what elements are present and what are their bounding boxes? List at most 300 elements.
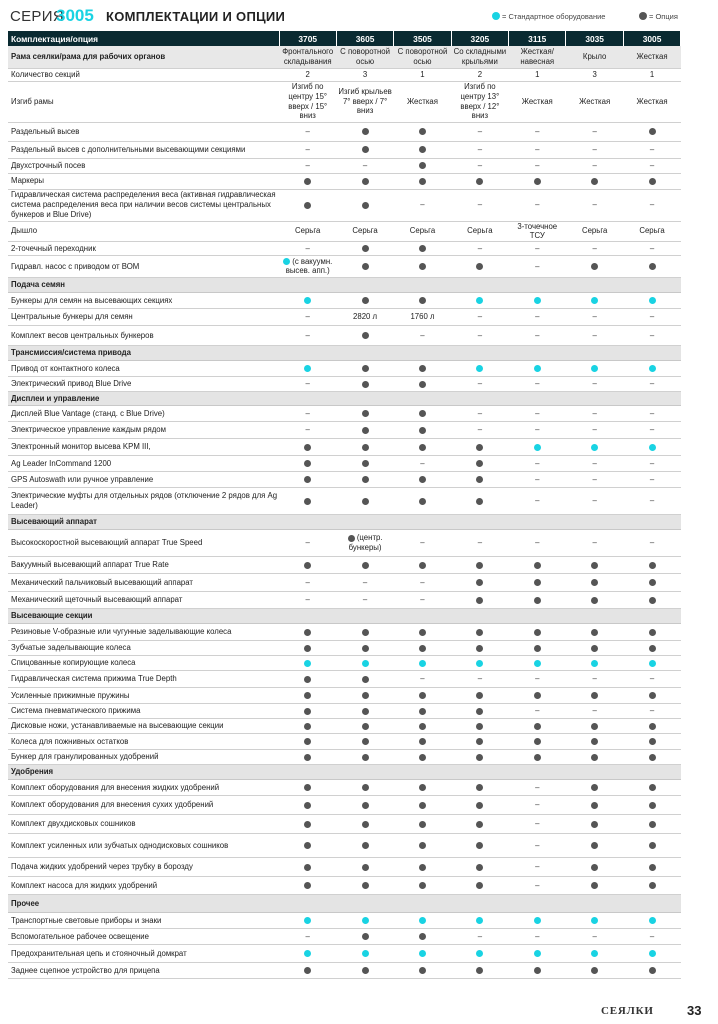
section-title: Высевающие секции (8, 608, 681, 623)
feature-label: Комплект усиленных или зубчатых однодисковых сошников (8, 833, 279, 857)
model-cell (394, 833, 451, 857)
model-cell (336, 795, 393, 814)
model-cell: – (509, 141, 566, 158)
model-cell (336, 687, 393, 703)
option-dot-icon (362, 562, 369, 569)
table-row (8, 912, 681, 928)
cell-note: (с вакуумн. высев. апп.) (285, 256, 333, 276)
option-dot-icon (304, 708, 311, 715)
model-cell: – (279, 573, 336, 591)
option-dot-icon (534, 645, 541, 652)
option-dot-icon (476, 562, 483, 569)
model-cell: Серьга (336, 221, 393, 241)
feature-label: GPS Autoswath или ручное управление (8, 471, 279, 487)
option-dot-icon (362, 645, 369, 652)
model-cell: 1760 л (394, 308, 451, 325)
option-dot-icon (348, 535, 355, 542)
option-dot-icon (419, 864, 426, 871)
model-cell (566, 795, 623, 814)
model-cell: – (336, 591, 393, 608)
model-cell (394, 795, 451, 814)
model-cell (279, 857, 336, 876)
model-cell (509, 438, 566, 455)
model-cell: Жесткая/ навесная (509, 46, 566, 68)
model-cell: – (623, 405, 680, 421)
option-dot-icon (476, 629, 483, 636)
option-dot-icon (591, 784, 598, 791)
model-cell: – (623, 703, 680, 718)
feature-label: Спицованные копирующие колеса (8, 655, 279, 670)
option-dot-icon (419, 476, 426, 483)
model-cell: – (623, 325, 680, 345)
model-cell (336, 471, 393, 487)
standard-dot-icon (649, 297, 656, 304)
feature-label: Привод от контактного колеса (8, 360, 279, 376)
model-cell (623, 122, 680, 141)
table-row (8, 292, 681, 308)
option-dot-icon (476, 579, 483, 586)
table-row (8, 733, 681, 749)
model-cell (451, 703, 508, 718)
option-dot-icon (304, 692, 311, 699)
section-header-row (8, 277, 681, 292)
table-row (8, 556, 681, 573)
option-dot-icon (534, 579, 541, 586)
feature-label: Комплект оборудования для внесения жидких удобрений (8, 779, 279, 795)
model-cell (279, 876, 336, 894)
option-dot-icon (419, 410, 426, 417)
option-dot-icon (591, 178, 598, 185)
model-cell (394, 749, 451, 764)
page-footer (0, 1005, 718, 1021)
model-cell (566, 173, 623, 189)
model-cell: 3 (566, 68, 623, 81)
section-title: Подача семян (8, 277, 681, 292)
feature-label: Рама сеялки/рама для рабочих органов (8, 46, 279, 68)
option-dot-icon (362, 864, 369, 871)
table-row (8, 529, 681, 556)
model-cell (394, 944, 451, 962)
standard-dot-icon (492, 12, 500, 20)
model-cell (336, 718, 393, 733)
model-cell (394, 876, 451, 894)
standard-dot-icon (283, 258, 290, 265)
option-dot-icon (304, 842, 311, 849)
model-cell (451, 718, 508, 733)
feature-label: Ag Leader InCommand 1200 (8, 455, 279, 471)
model-cell: – (279, 141, 336, 158)
model-cell (623, 591, 680, 608)
feature-label: Подача жидких удобрений через трубку в борозду (8, 857, 279, 876)
option-dot-icon (362, 967, 369, 974)
model-cell (394, 962, 451, 978)
model-cell: – (566, 529, 623, 556)
option-dot-icon (649, 821, 656, 828)
model-cell: Жесткая (509, 81, 566, 122)
model-cell (451, 556, 508, 573)
table-row (8, 189, 681, 221)
model-cell (279, 438, 336, 455)
table-row (8, 221, 681, 241)
section-header-row (8, 391, 681, 405)
option-dot-icon (304, 498, 311, 505)
model-cell: – (509, 857, 566, 876)
option-dot-icon (362, 754, 369, 761)
model-cell (509, 591, 566, 608)
feature-label: Комплект весов центральных бункеров (8, 325, 279, 345)
model-cell (336, 141, 393, 158)
feature-label: Количество секций (8, 68, 279, 81)
feature-label: Усиленные прижимные пружины (8, 687, 279, 703)
model-cell (279, 779, 336, 795)
model-cell: – (509, 405, 566, 421)
model-cell (336, 749, 393, 764)
table-row (8, 141, 681, 158)
option-dot-icon (304, 882, 311, 889)
model-cell (566, 438, 623, 455)
model-cell (279, 670, 336, 687)
option-dot-icon (476, 723, 483, 730)
section-header-row (8, 894, 681, 912)
option-dot-icon (476, 738, 483, 745)
table-row (8, 944, 681, 962)
model-cell (336, 857, 393, 876)
option-dot-icon (649, 645, 656, 652)
model-cell: – (509, 529, 566, 556)
model-cell (336, 487, 393, 514)
model-cell: 1 (509, 68, 566, 81)
option-dot-icon (476, 692, 483, 699)
option-dot-icon (534, 178, 541, 185)
option-dot-icon (476, 597, 483, 604)
model-cell (336, 876, 393, 894)
model-cell: 3 (336, 68, 393, 81)
option-dot-icon (476, 802, 483, 809)
option-dot-icon (362, 629, 369, 636)
table-row (8, 962, 681, 978)
option-dot-icon (419, 146, 426, 153)
table-row (8, 241, 681, 255)
standard-dot-icon (534, 917, 541, 924)
model-cell (336, 405, 393, 421)
table-row (8, 81, 681, 122)
model-cell (451, 814, 508, 833)
model-cell: Изгиб крыльев 7° вверх / 7° вниз (336, 81, 393, 122)
feature-label: Раздельный высев с дополнительными высевающими секциями (8, 141, 279, 158)
feature-label: Дисплей Blue Vantage (станд. с Blue Drive) (8, 405, 279, 421)
option-dot-icon (649, 882, 656, 889)
model-cell (394, 438, 451, 455)
legend-standard (492, 12, 605, 21)
section-title: Удобрения (8, 764, 681, 779)
option-dot-icon (534, 723, 541, 730)
option-dot-icon (304, 723, 311, 730)
model-cell: Крыло (566, 46, 623, 68)
model-cell: Жесткая (623, 81, 680, 122)
table-row (8, 438, 681, 455)
model-cell (336, 655, 393, 670)
feature-label: Предохранительная цепь и стояночный домкрат (8, 944, 279, 962)
model-cell (566, 640, 623, 655)
table-row (8, 421, 681, 438)
model-cell: – (509, 325, 566, 345)
model-cell: – (566, 241, 623, 255)
option-dot-icon (649, 738, 656, 745)
standard-dot-icon (534, 444, 541, 451)
model-cell (394, 779, 451, 795)
model-cell (336, 928, 393, 944)
option-dot-icon (362, 933, 369, 940)
standard-dot-icon (362, 950, 369, 957)
legend-option (639, 12, 678, 21)
model-cell: Жесткая (623, 46, 680, 68)
option-dot-icon (591, 802, 598, 809)
model-cell: – (623, 455, 680, 471)
option-dot-icon (591, 738, 598, 745)
feature-column-header: Комплектация/опция (8, 31, 279, 46)
model-cell: – (509, 241, 566, 255)
standard-dot-icon (649, 660, 656, 667)
table-row (8, 703, 681, 718)
model-cell: Серьга (279, 221, 336, 241)
model-cell: – (279, 376, 336, 391)
option-dot-icon (362, 427, 369, 434)
standard-dot-icon (362, 660, 369, 667)
model-cell (451, 912, 508, 928)
option-dot-icon (476, 967, 483, 974)
model-cell: – (509, 833, 566, 857)
option-dot-icon (591, 842, 598, 849)
model-cell (336, 292, 393, 308)
standard-dot-icon (534, 660, 541, 667)
model-cell: – (566, 455, 623, 471)
table-row (8, 46, 681, 68)
option-dot-icon (591, 882, 598, 889)
feature-label: Механический пальчиковый высевающий аппарат (8, 573, 279, 591)
model-cell (279, 718, 336, 733)
model-cell (394, 405, 451, 421)
model-cell: Изгиб по центру 13° вверх / 12° вниз (451, 81, 508, 122)
option-dot-icon (534, 692, 541, 699)
option-dot-icon (419, 178, 426, 185)
option-dot-icon (419, 365, 426, 372)
feature-label: Гидравл. насос с приводом от ВОМ (8, 255, 279, 277)
model-cell (451, 623, 508, 640)
model-cell (394, 173, 451, 189)
model-cell: – (623, 529, 680, 556)
standard-dot-icon (419, 950, 426, 957)
option-dot-icon (476, 708, 483, 715)
feature-label: Комплект оборудования для внесения сухих удобрений (8, 795, 279, 814)
model-cell: – (451, 928, 508, 944)
standard-dot-icon (649, 365, 656, 372)
standard-dot-icon (649, 917, 656, 924)
model-cell: Серьга (451, 221, 508, 241)
model-cell: – (566, 405, 623, 421)
model-cell (623, 814, 680, 833)
model-cell (279, 360, 336, 376)
table-row (8, 591, 681, 608)
model-cell: – (623, 928, 680, 944)
model-cell (394, 292, 451, 308)
option-dot-icon (649, 754, 656, 761)
standard-dot-icon (419, 917, 426, 924)
table-row (8, 779, 681, 795)
table-row (8, 173, 681, 189)
model-cell (451, 944, 508, 962)
model-cell (451, 779, 508, 795)
model-cell: – (509, 703, 566, 718)
standard-dot-icon (591, 950, 598, 957)
feature-label: Центральные бункеры для семян (8, 308, 279, 325)
model-cell: – (451, 141, 508, 158)
model-cell (566, 655, 623, 670)
model-cell (451, 573, 508, 591)
feature-label: Заднее сцепное устройство для прицепа (8, 962, 279, 978)
option-dot-icon (304, 821, 311, 828)
option-dot-icon (591, 562, 598, 569)
model-cell: – (394, 529, 451, 556)
model-cell: Со складными крыльями (451, 46, 508, 68)
model-cell (336, 241, 393, 255)
model-cell: – (509, 670, 566, 687)
option-dot-icon (419, 444, 426, 451)
standard-dot-icon (476, 950, 483, 957)
model-cell: – (623, 189, 680, 221)
model-column-header: 3605 (336, 31, 393, 46)
model-cell: – (566, 471, 623, 487)
feature-label: Гидравлическая система прижима True Depth (8, 670, 279, 687)
option-dot-icon (304, 676, 311, 683)
section-title: Высевающий аппарат (8, 514, 681, 529)
model-cell: – (623, 487, 680, 514)
option-dot-icon (591, 723, 598, 730)
option-dot-icon (304, 967, 311, 974)
table-row (8, 360, 681, 376)
option-dot-icon (419, 162, 426, 169)
model-cell (394, 623, 451, 640)
standard-dot-icon (534, 365, 541, 372)
model-cell (623, 749, 680, 764)
option-dot-icon (362, 692, 369, 699)
option-dot-icon (304, 864, 311, 871)
option-dot-icon (362, 332, 369, 339)
option-dot-icon (362, 365, 369, 372)
option-dot-icon (476, 263, 483, 270)
model-cell: – (451, 405, 508, 421)
option-dot-icon (419, 297, 426, 304)
model-cell (566, 556, 623, 573)
feature-label: Транспортные световые приборы и знаки (8, 912, 279, 928)
model-cell: – (566, 308, 623, 325)
model-cell (336, 189, 393, 221)
table-row (8, 158, 681, 173)
option-dot-icon (304, 476, 311, 483)
model-cell: – (566, 122, 623, 141)
option-dot-icon (419, 723, 426, 730)
model-cell: – (509, 795, 566, 814)
table-row (8, 655, 681, 670)
model-cell (509, 573, 566, 591)
model-cell (394, 421, 451, 438)
feature-label: Комплект насоса для жидких удобрений (8, 876, 279, 894)
model-cell: – (566, 670, 623, 687)
model-cell (566, 857, 623, 876)
option-dot-icon (476, 498, 483, 505)
model-cell (451, 640, 508, 655)
model-cell (623, 173, 680, 189)
option-dot-icon (304, 738, 311, 745)
section-header-row (8, 608, 681, 623)
model-cell (451, 255, 508, 277)
model-cell (451, 438, 508, 455)
model-cell: – (279, 122, 336, 141)
model-cell (451, 487, 508, 514)
model-cell (566, 833, 623, 857)
option-dot-icon (591, 629, 598, 636)
model-cell (451, 471, 508, 487)
model-cell (623, 640, 680, 655)
model-cell: – (336, 573, 393, 591)
option-dot-icon (362, 460, 369, 467)
model-cell (451, 687, 508, 703)
option-dot-icon (476, 476, 483, 483)
option-dot-icon (591, 597, 598, 604)
model-cell (566, 573, 623, 591)
option-dot-icon (419, 754, 426, 761)
model-cell: – (279, 928, 336, 944)
model-cell (566, 733, 623, 749)
model-cell (394, 360, 451, 376)
model-cell: – (509, 189, 566, 221)
model-column-header: 3505 (394, 31, 451, 46)
standard-dot-icon (649, 950, 656, 957)
legend-option-label: = Опция (649, 12, 678, 21)
model-cell: – (279, 405, 336, 421)
model-cell (394, 471, 451, 487)
model-cell (394, 556, 451, 573)
model-cell (336, 703, 393, 718)
model-cell: – (623, 158, 680, 173)
model-cell: – (279, 241, 336, 255)
model-cell: 1 (394, 68, 451, 81)
option-dot-icon (649, 842, 656, 849)
model-cell (336, 779, 393, 795)
standard-dot-icon (591, 365, 598, 372)
model-column-header: 3115 (509, 31, 566, 46)
model-cell (451, 655, 508, 670)
model-cell: – (623, 670, 680, 687)
table-row (8, 857, 681, 876)
model-cell (336, 912, 393, 928)
section-header-row (8, 345, 681, 360)
feature-label: Система пневматического прижима (8, 703, 279, 718)
option-dot-icon (304, 562, 311, 569)
model-cell: – (451, 421, 508, 438)
option-dot-icon (476, 784, 483, 791)
table-row (8, 376, 681, 391)
model-cell (566, 718, 623, 733)
option-dot-icon (362, 146, 369, 153)
model-cell (336, 529, 393, 556)
model-cell (566, 687, 623, 703)
option-dot-icon (476, 821, 483, 828)
feature-label: Маркеры (8, 173, 279, 189)
model-cell (451, 591, 508, 608)
option-dot-icon (649, 864, 656, 871)
feature-label: Резиновые V-образные или чугунные заделывающие колеса (8, 623, 279, 640)
model-cell: – (509, 122, 566, 141)
